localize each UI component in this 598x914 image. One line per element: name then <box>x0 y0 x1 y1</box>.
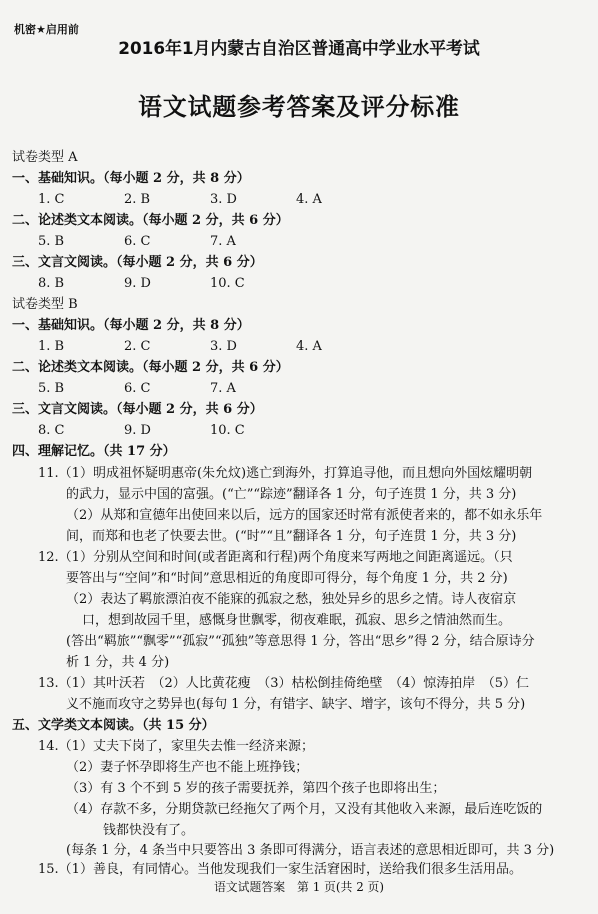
section-4-title: 四、理解记忆。（共 17 分） <box>12 444 176 459</box>
confidential-label: 机密★启用前 <box>14 23 79 36</box>
answer-line: (答出“羁旅”“飘零”“孤寂”“孤独”等意思得 1 分，答出“思乡”得 2 分，结合原诗分 <box>66 634 535 649</box>
section-5-title: 五、文学类文本阅读。（共 15 分） <box>12 718 215 733</box>
paper-b-section-2: 二、论述类文本阅读。（每小题 2 分，共 6 分） <box>12 360 289 375</box>
answer-item: 1. C <box>38 192 65 207</box>
answer-line: （2）妻子怀孕即将生产也不能上班挣钱； <box>66 760 309 775</box>
answer-item: 9. D <box>124 276 151 291</box>
answer-item: 8. B <box>38 276 65 291</box>
paper-a-section-1: 一、基础知识。（每小题 2 分，共 8 分） <box>12 171 250 186</box>
paper-b-section-1: 一、基础知识。（每小题 2 分，共 8 分） <box>12 318 250 333</box>
answer-item: 6. C <box>124 234 151 249</box>
answer-line: 钱都快没有了。 <box>103 823 195 838</box>
page-footer: 语文试题答案 第 1 页(共 2 页) <box>213 880 385 894</box>
answer-item: 3. D <box>210 192 237 207</box>
answer-line: (每条 1 分，4 条当中只要答出 3 条即可得满分，语言表述的意思相近即可，共 3 分) <box>66 843 555 858</box>
answer-line: （2）表达了羁旅漂泊夜不能寐的孤寂之愁，独处异乡的思乡之情。诗人夜宿京 <box>66 592 517 607</box>
answer-line: 12.（1）分别从空间和时间(或者距离和行程)两个角度来写两地之间距离遥远。（只 <box>38 550 513 565</box>
answer-line: 的武力，显示中国的富强。(“亡”“踪迹”翻译各 1 分，句子连贯 1 分，共 3 分) <box>66 487 517 502</box>
paper-b-section-3: 三、文言文阅读。（每小题 2 分，共 6 分） <box>12 402 263 417</box>
answer-item: 5. B <box>38 234 65 249</box>
answer-line: 要答出与“空间”和“时间”意思相近的角度即可得分，每个角度 1 分，共 2 分) <box>66 571 508 586</box>
answer-item: 2. B <box>124 192 151 207</box>
answer-line: （3）有 3 个不到 5 岁的孩子需要抚养，第四个孩子也即将出生； <box>66 781 446 796</box>
answer-line: 间，而郑和也老了快要去世。(“时”“且”翻译各 1 分，句子连贯 1 分，共 3 分) <box>66 529 517 544</box>
paper-a-answers-3 <box>38 276 296 292</box>
answer-item: 10. C <box>210 423 245 438</box>
answer-line: （2）从郑和宣德年出使回来以后，远方的国家还时常有派使者来的，都不如永乐年 <box>66 508 543 523</box>
paper-a-type: 试卷类型 A <box>12 150 78 165</box>
answer-line: 14.（1）丈夫下岗了，家里失去惟一经济来源； <box>38 739 314 754</box>
answer-item: 9. D <box>124 423 151 438</box>
paper-a-answers-2 <box>38 234 296 250</box>
paper-a-section-2: 二、论述类文本阅读。（每小题 2 分，共 6 分） <box>12 213 289 228</box>
answer-line: 11.（1）明成祖怀疑明惠帝(朱允炆)逃亡到海外，打算追寻他，而且想向外国炫耀明朝 <box>38 466 533 481</box>
answer-item: 5. B <box>38 381 65 396</box>
exam-title: 2016年1月内蒙古自治区普通高中学业水平考试 <box>118 38 480 58</box>
answer-line: （4）存款不多，分期贷款已经拖欠了两个月，又没有其他收入来源，最后连吃饭的 <box>66 802 543 817</box>
answer-item: 3. D <box>210 339 237 354</box>
paper-b-answers-2 <box>38 381 296 397</box>
paper-a-section-3: 三、文言文阅读。（每小题 2 分，共 6 分） <box>12 255 263 270</box>
answer-item: 6. C <box>124 381 151 396</box>
paper-b-answers-1 <box>38 339 382 355</box>
answer-item: 4. A <box>296 339 322 354</box>
answer-line: 15.（1）善良，有同情心。当他发现我们一家生活窘困时，送给我们很多生活用品。 <box>38 862 522 877</box>
answer-item: 10. C <box>210 276 245 291</box>
paper-a-answers-1 <box>38 192 382 208</box>
answer-item: 8. C <box>38 423 65 438</box>
answer-line: 义不施而攻守之势异也(每句 1 分，有错字、缺字、增字，该句不得分，共 5 分) <box>66 697 526 712</box>
answer-item: 7. A <box>210 234 236 249</box>
paper-b-answers-3 <box>38 423 296 439</box>
answer-item: 4. A <box>296 192 322 207</box>
answer-item: 7. A <box>210 381 236 396</box>
paper-b-type: 试卷类型 B <box>12 297 78 312</box>
answer-line: 13.（1）其叶沃若 （2）人比黄花瘦 （3）枯松倒挂倚绝壁 （4）惊涛拍岸 （5）仁 <box>38 676 530 691</box>
answer-line: 口，想到故园千里，感慨身世飘零，彻夜难眠，孤寂、思乡之情油然而生。 <box>82 613 512 628</box>
answer-line: 析 1 分，共 4 分) <box>66 655 170 670</box>
answer-item: 1. B <box>38 339 65 354</box>
answer-item: 2. C <box>124 339 151 354</box>
document-title: 语文试题参考答案及评分标准 <box>138 93 460 121</box>
